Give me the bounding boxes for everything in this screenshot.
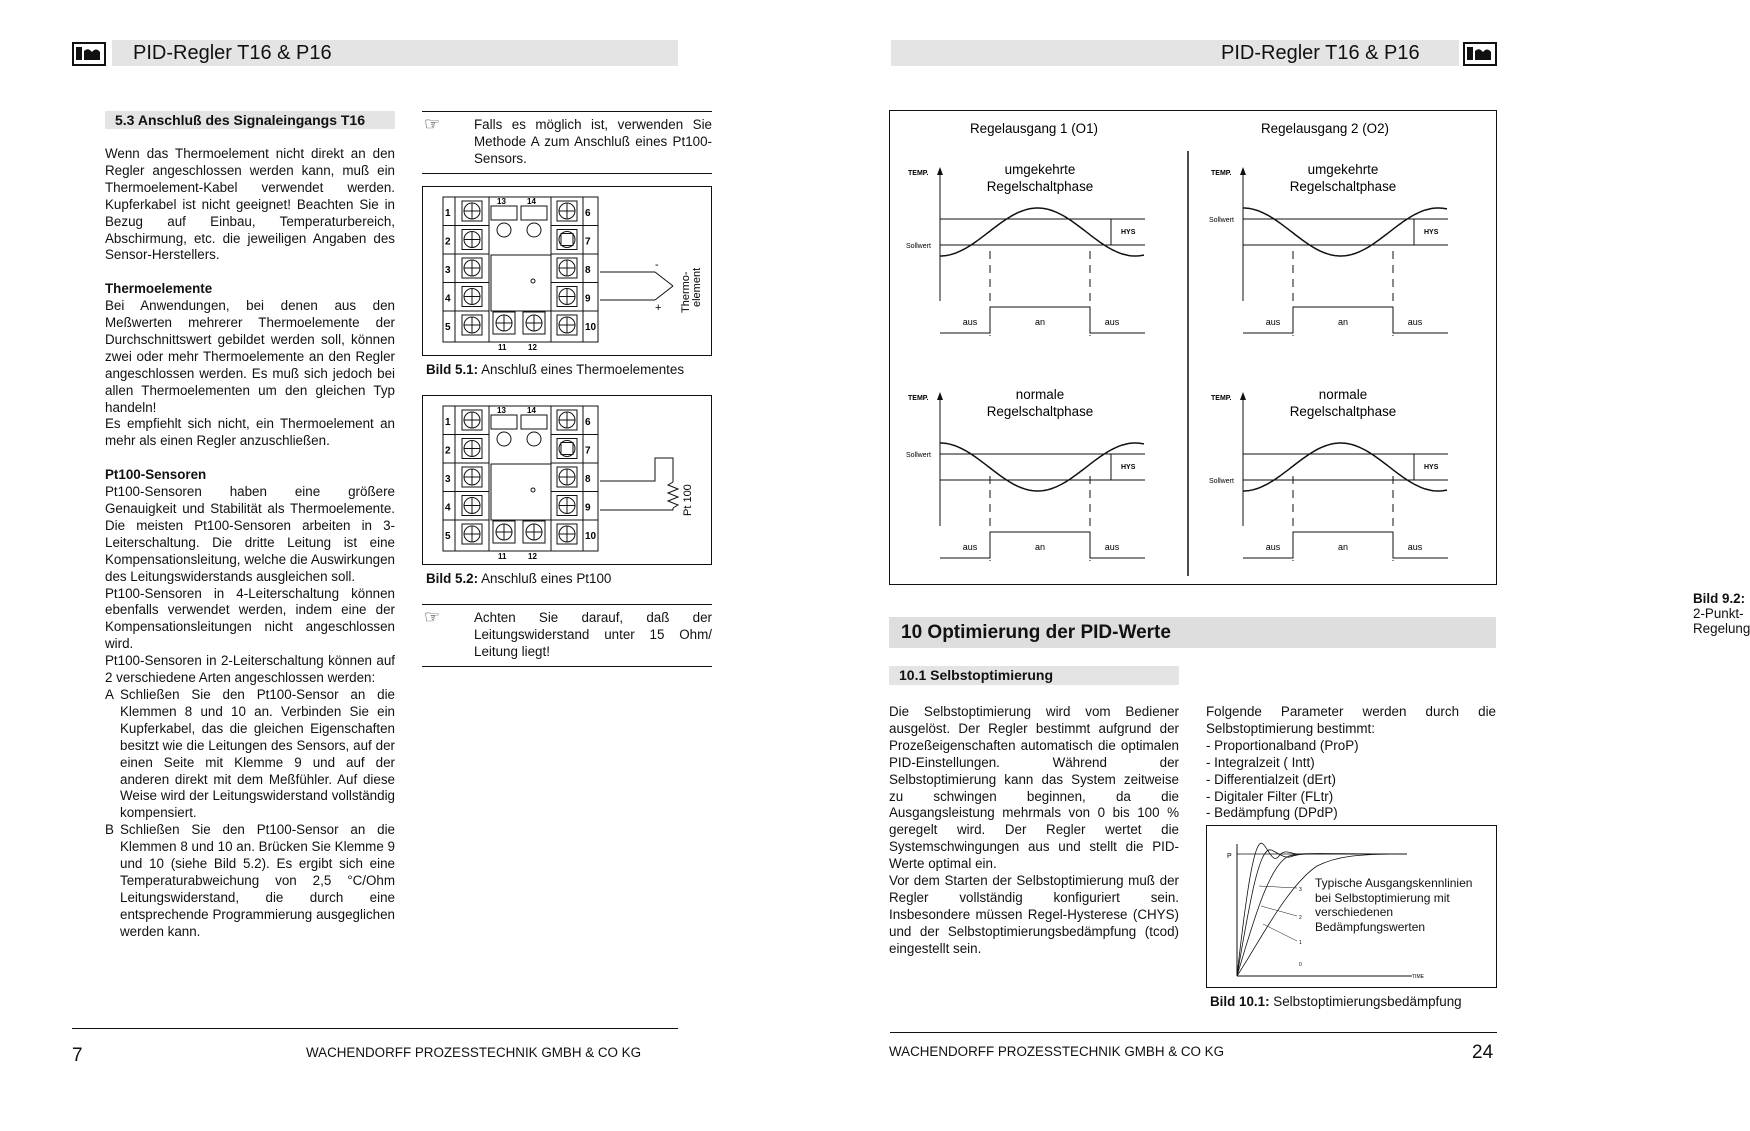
- pt100-heading: Pt100-Sensoren: [105, 467, 207, 483]
- list-item-b: B Schließen Sie den Pt100-Sensor an die Klemmen 8 und 10 an. Brücken Sie Klemme 9 und 10 (siehe Bild 5.2). Es ergibt sich eine Temperaturabweichung von 2,5 °C/Ohm Leitungswiderstand, die durch eine entsprechende Programmierung ausgeglichen werden kann.: [105, 822, 395, 939]
- svg-text:TIME: TIME: [1412, 974, 1424, 980]
- param-item: - Proportionalband (ProP): [1206, 737, 1359, 753]
- temperature-curve: [1243, 208, 1447, 256]
- terminal-label: 3: [445, 474, 451, 485]
- thermo-paragraph-2: Es empfiehlt sich nicht, ein Thermoelement an mehr als einen Regler anzuschließen.: [105, 416, 395, 449]
- svg-text:-: -: [655, 259, 659, 271]
- svg-text:13: 13: [497, 197, 506, 206]
- phase-label-line: umgekehrte: [1004, 162, 1076, 177]
- params-intro: Folgende Parameter werden durch die Selbstoptimierung bestimmt:: [1206, 704, 1496, 736]
- terminal-label: 6: [585, 208, 591, 219]
- param-item: - Differentialzeit (dErt): [1206, 771, 1336, 787]
- figure-5-1-caption: Bild 5.1: Anschluß eines Thermoelementes: [426, 362, 685, 377]
- col1-title: Regelausgang 1 (O1): [969, 121, 1099, 136]
- pt100-paragraph-1: Pt100-Sensoren haben eine größere Genauigkeit und Stabilität als Thermoelemente. Die meisten Pt100-Sensoren arbeiten in 3-Leiterschaltung. Die dritte Leitung ist eine Kompensationsleitung, welche die Auswirkungen des Leitungswiderstands ausgleichen soll.: [105, 484, 395, 584]
- terminal-label: 10: [585, 322, 597, 333]
- terminal-label: 2: [445, 236, 451, 248]
- section-title: 10.1 Selbstoptimierung: [889, 666, 1179, 685]
- footer-rule: [72, 1028, 678, 1029]
- switching-panel: [1209, 162, 1448, 336]
- terminal-label: 7: [585, 445, 591, 457]
- on-label: an: [1034, 317, 1046, 327]
- phase-label-line: Regelschaltphase: [1289, 179, 1397, 194]
- terminal-label: 6: [585, 417, 591, 428]
- fig1-sensor-label: Thermo-element: [680, 267, 703, 313]
- setpoint-label: Sollwert: [1209, 217, 1234, 224]
- setpoint-label: Sollwert: [906, 452, 931, 459]
- damping-curves-chart: [1207, 826, 1496, 987]
- on-label: an: [1337, 542, 1349, 552]
- wachendorff-logo-icon: [72, 42, 106, 66]
- terminal-label: 7: [585, 236, 591, 248]
- setpoint-label: Sollwert: [1209, 478, 1234, 485]
- selftune-paragraph-2: Vor dem Starten der Selbstoptimierung muß der Regler vollständig konfiguriert sein. Insbesondere müssen Regel-Hysterese (CHYS) und der Selbstoptimierungsbedämpfung (tcod) eingestellt sein.: [889, 873, 1179, 956]
- off-label: aus: [1407, 542, 1423, 552]
- svg-text:13: 13: [497, 406, 506, 415]
- temp-axis-label: TEMP.: [1211, 395, 1232, 402]
- temperature-curve: [940, 443, 1144, 491]
- footer-rule: [890, 1032, 1497, 1033]
- list-item-a: A Schließen Sie den Pt100-Sensor an die Klemmen 8 und 10 an. Verbinden Sie ein Kupferkabel, das die gleichen Eigenschaften besitzt wie die Leitungen des Sensors, auf der einen Seite mit Klemme 9 und auf der anderen direkt mit dem Meßfühler. Auf diese Weise wird der Leitungswiderstand vollständig kompensiert.: [105, 686, 395, 821]
- figure-5-1: [422, 186, 712, 356]
- terminal-diagram-thermocouple: [423, 187, 711, 355]
- header-title: PID-Regler T16 & P16: [1221, 42, 1420, 64]
- terminal-label: 4: [445, 502, 451, 514]
- left-page: [0, 0, 800, 1131]
- switching-panel: [1209, 387, 1448, 561]
- col2-title: Regelausgang 2 (O2): [1260, 121, 1390, 136]
- switching-panel: [906, 162, 1145, 336]
- temp-axis-label: TEMP.: [1211, 170, 1232, 177]
- terminal-label: 1: [445, 208, 451, 219]
- off-label: aus: [1407, 317, 1423, 327]
- svg-text:12: 12: [528, 552, 537, 561]
- phase-label-line: normale: [1015, 387, 1065, 402]
- note-line-resistance: ☞ Achten Sie darauf, daß der Leitungswiderstand unter 15 Ohm/ Leitung liegt!: [422, 604, 712, 667]
- svg-text:3: 3: [1299, 887, 1302, 893]
- figure-10-1: [1206, 825, 1497, 988]
- figure-5-2-caption: Bild 5.2: Anschluß eines Pt100: [426, 571, 612, 586]
- phase-label-line: Regelschaltphase: [986, 179, 1094, 194]
- on-label: an: [1034, 542, 1046, 552]
- param-item: - Bedämpfung (DPdP): [1206, 805, 1338, 821]
- intro-paragraph: Wenn das Thermoelement nicht direkt an den Regler angeschlossen werden kann, muß ein Thermoelement-Kabel verwendet werden. Kupferkabel ist nicht geeignet! Beachten Sie in Bezug auf Einbau, Temperaturbereich, Abschirmung, etc. die jeweiligen Angaben des Sensor-Herstellers.: [105, 146, 395, 263]
- terminal-label: 9: [585, 502, 591, 514]
- terminal-label: 5: [445, 531, 451, 542]
- phase-label-line: Regelschaltphase: [986, 404, 1094, 419]
- off-label: aus: [962, 317, 978, 327]
- param-item: - Digitaler Filter (FLtr): [1206, 788, 1334, 804]
- temperature-curve: [1243, 443, 1447, 491]
- pt100-paragraph-3: Pt100-Sensoren in 2-Leiterschaltung können auf 2 verschiedene Arten angeschlossen werden:: [105, 653, 395, 686]
- terminal-label: 4: [445, 293, 451, 305]
- svg-text:11: 11: [498, 552, 507, 561]
- footer-company: WACHENDORFF PROZESSTECHNIK GMBH & CO KG: [889, 1044, 1225, 1059]
- figure-5-2: [422, 395, 712, 565]
- terminal-diagram-pt100: [423, 396, 711, 564]
- thermo-paragraph-1: Bei Anwendungen, bei denen aus den Meßwerten mehrerer Thermoelemente der Durchschnittswert gebildet werden soll, können zwei oder mehr Thermoelemente an den Regler angeschlossen werden. Es muß sich jedoch bei allen Thermoelementen um den gleichen Typ handeln!: [105, 298, 395, 415]
- off-label: aus: [962, 542, 978, 552]
- header-title: PID-Regler T16 & P16: [133, 42, 332, 64]
- terminal-label: 5: [445, 322, 451, 333]
- svg-text:+: +: [655, 302, 662, 314]
- hys-label: HYS: [1121, 229, 1136, 236]
- svg-text:P: P: [1227, 853, 1232, 860]
- chapter-title: 10 Optimierung der PID-Werte: [889, 617, 1496, 648]
- svg-text:14: 14: [527, 197, 536, 206]
- wachendorff-logo-icon: [1463, 42, 1497, 66]
- terminal-label: 9: [585, 293, 591, 305]
- fig101-legend: Typische Ausgangskennlinien bei Selbstoptimierung mit verschiedenen Bedämpfungswerten: [1315, 876, 1473, 934]
- hys-label: HYS: [1121, 464, 1136, 471]
- figure-9-2: [889, 110, 1497, 585]
- fig2-sensor-label: Pt 100: [682, 484, 694, 516]
- pt100-paragraph-2: Pt100-Sensoren in 4-Leiterschaltung können ebenfalls verwendet werden, indem eine der Kompensationsleitungen nicht angeschlossen wird.: [105, 585, 395, 652]
- right-body-text: [889, 704, 1179, 958]
- on-label: an: [1337, 317, 1349, 327]
- svg-text:0: 0: [1299, 962, 1302, 968]
- thermo-heading: Thermoelemente: [105, 281, 213, 297]
- note-method-a: ☞ Falls es möglich ist, verwenden Sie Methode A zum Anschluß eines Pt100-Sensors.: [422, 111, 712, 174]
- pointing-hand-icon: ☞: [424, 114, 441, 134]
- switching-panel: [906, 387, 1145, 561]
- params-block: [1206, 704, 1496, 822]
- temp-axis-label: TEMP.: [908, 170, 929, 177]
- terminal-label: 1: [445, 417, 451, 428]
- svg-text:2: 2: [1299, 915, 1302, 921]
- svg-text:12: 12: [528, 343, 537, 352]
- phase-label-line: normale: [1318, 387, 1368, 402]
- figure-10-1-caption: Bild 10.1: Selbstoptimierungsbedämpfung: [1210, 994, 1462, 1009]
- footer-company: WACHENDORFF PROZESSTECHNIK GMBH & CO KG: [306, 1045, 642, 1060]
- right-page: [800, 0, 1750, 1131]
- setpoint-label: Sollwert: [906, 243, 931, 250]
- selftune-paragraph-1: Die Selbstoptimierung wird vom Bediener ausgelöst. Der Regler bestimmt aufgrund der Prozeßeigenschaften automatisch die optimalen PID-Einstellungen. Während der Selbstoptimierung kann das System zeitweise zu schwingen beginnen, da die Ausgangsleistung mehrmals von 0 bis 100 % geregelt wird. Der Regler wertet die Systemschwingungen aus und stellt die PID-Werte optimal ein.: [889, 704, 1179, 872]
- section-title: 5.3 Anschluß des Signaleingangs T16: [105, 111, 395, 129]
- phase-label-line: umgekehrte: [1307, 162, 1379, 177]
- param-item: - Integralzeit ( Intt): [1206, 754, 1315, 770]
- terminal-label: 10: [585, 531, 597, 542]
- page-number: 24: [1472, 1042, 1494, 1063]
- svg-text:1: 1: [1299, 940, 1302, 946]
- off-label: aus: [1265, 317, 1281, 327]
- off-label: aus: [1104, 317, 1120, 327]
- temperature-curve: [940, 208, 1144, 256]
- terminal-label: 8: [585, 474, 591, 485]
- svg-text:14: 14: [527, 406, 536, 415]
- left-body-text: [105, 146, 395, 941]
- phase-label-line: Regelschaltphase: [1289, 404, 1397, 419]
- temp-axis-label: TEMP.: [908, 395, 929, 402]
- figure-9-2-caption: Bild 9.2: 2-Punkt-Regelung: [1693, 591, 1750, 636]
- pointing-hand-icon: ☞: [424, 607, 441, 627]
- terminal-label: 8: [585, 265, 591, 276]
- off-label: aus: [1265, 542, 1281, 552]
- page-number: 7: [72, 1045, 83, 1066]
- terminal-label: 3: [445, 265, 451, 276]
- two-point-control-diagram: [890, 111, 1496, 584]
- svg-text:11: 11: [498, 343, 507, 352]
- off-label: aus: [1104, 542, 1120, 552]
- hys-label: HYS: [1424, 464, 1439, 471]
- hys-label: HYS: [1424, 229, 1439, 236]
- terminal-label: 2: [445, 445, 451, 457]
